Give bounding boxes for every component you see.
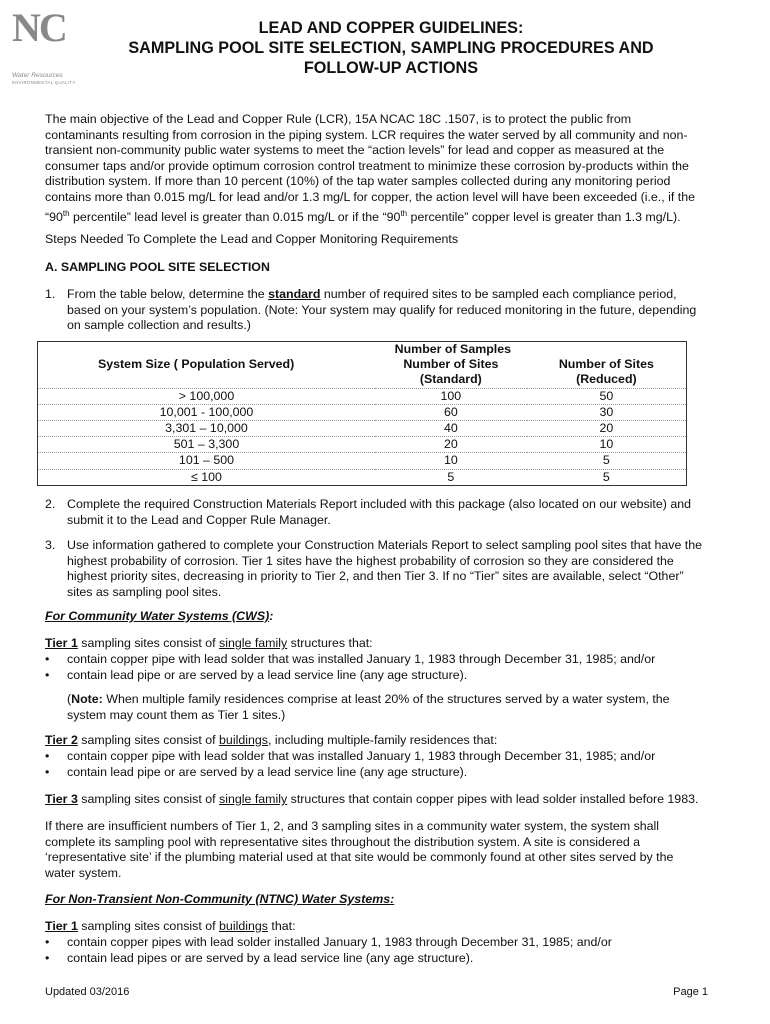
- text-line: contains more than 0.015 mg/L for lead and/or 1.3 mg/L for copper, the action level will have been exceeded (i.e., if the: [45, 189, 695, 204]
- text-line: highest priority sites, decreasing in priority to Tier 2, and then Tier 3. If no “Tier” sites are available, select “Other”: [67, 569, 684, 584]
- list-number: 3.: [45, 538, 56, 552]
- page-title: [96, 18, 686, 78]
- table-row: [38, 453, 687, 469]
- table-row: [38, 388, 687, 404]
- table-cell-reduced: 30: [527, 404, 687, 420]
- table-cell-size: 501 – 3,300: [38, 437, 375, 453]
- text-line: Use information gathered to complete your Construction Materials Report to select sampling pool sites that have the: [67, 538, 703, 552]
- section-a-heading: A. SAMPLING POOL SITE SELECTION: [45, 260, 270, 274]
- table-row: [38, 469, 687, 485]
- footer-page-number: Page 1: [673, 986, 708, 998]
- text-line: “90th percentile” lead level is greater than 0.015 mg/L or if the “90th percentile” copper level is greater than 1.3 mg/L).: [45, 208, 681, 224]
- title-line-3: FOLLOW-UP ACTIONS: [303, 59, 479, 77]
- list-number: 1.: [45, 287, 56, 301]
- bullet-icon: •: [45, 749, 50, 763]
- table-row: [38, 404, 687, 420]
- text-line: transient non-community public water systems to meet the “action levels” for lead and copper as measured at the: [45, 143, 665, 158]
- steps-heading: Steps Needed To Complete the Lead and Copper Monitoring Requirements: [45, 232, 459, 246]
- table-cell-size: 3,301 – 10,000: [38, 421, 375, 437]
- bullet-icon: •: [45, 951, 50, 965]
- table-cell-reduced: 5: [527, 453, 687, 469]
- intro-paragraph: [45, 112, 725, 225]
- table-row: [38, 421, 687, 437]
- text-line: distribution system. If more than 10 percent (10%) of the tap water samples collected during any monitoring period: [45, 174, 671, 189]
- table-cell-reduced: 10: [527, 437, 687, 453]
- text-line: based on your system’s population. (Note: Your system may qualify for reduced monitoring in the future, depending: [67, 302, 697, 317]
- text-line: highest probability of corrosion. Tier 1 sites have the highest probability of corrosion so they are considered the: [67, 553, 674, 568]
- bullet-icon: •: [45, 668, 50, 682]
- table-row: [38, 437, 687, 453]
- cws-tier1-intro: Tier 1 sampling sites consist of single family structures that:: [45, 636, 373, 650]
- bullet-icon: •: [45, 935, 50, 949]
- table-cell-standard: 60: [375, 404, 527, 420]
- table-cell-standard: 40: [375, 421, 527, 437]
- table-cell-size: > 100,000: [38, 388, 375, 404]
- list-item-2: [45, 497, 725, 529]
- table-cell-size: 10,001 - 100,000: [38, 404, 375, 420]
- footer-updated: Updated 03/2016: [45, 986, 130, 998]
- text-line: The main objective of the Lead and Copper Rule (LCR), 15A NCAC 18C .1507, is to protect the public from: [45, 112, 632, 126]
- text-line: Complete the required Construction Materials Report included with this package (also located on our website) and: [67, 497, 691, 511]
- col-header-size: System Size ( Population Served): [98, 357, 295, 372]
- col-header-standard: Number of Sites (Standard): [403, 357, 499, 387]
- text-line: contaminants resulting from corrosion in the piping system. LCR requires the water served by all community and non-: [45, 127, 688, 142]
- insufficient-paragraph: If there are insufficient numbers of Tier 1, 2, and 3 sampling sites in a community water system, the system shall complete its sampling pool with representative sites throughout the distribution system. A site is considered a ‘representative site’ if the plumbing material used at that site would be commonly found at other sites served by the water system.: [45, 819, 674, 880]
- title-line-2: SAMPLING POOL SITE SELECTION, SAMPLING PROCEDURES AND: [128, 39, 654, 57]
- cws-heading: For Community Water Systems (CWS):: [45, 609, 274, 623]
- table-cell-standard: 20: [375, 437, 527, 453]
- table-cell-reduced: 20: [527, 421, 687, 437]
- ntnc-heading: For Non-Transient Non-Community (NTNC) Water Systems:: [45, 892, 395, 906]
- text-line: consumer taps and/or provide optimum corrosion control treatment to minimize these corrosion by-products within the: [45, 158, 689, 173]
- emphasis-standard: standard: [268, 287, 321, 301]
- cws-tier2-intro: Tier 2 sampling sites consist of buildings, including multiple-family residences that:: [45, 733, 498, 747]
- bullet-icon: •: [45, 765, 50, 779]
- table-cell-standard: 5: [375, 469, 527, 485]
- text-line: sites as sampling pool sites.: [67, 584, 222, 599]
- bullet-icon: •: [45, 652, 50, 666]
- table-cell-size: ≤ 100: [38, 469, 375, 485]
- text-line: on sample collection and results.): [67, 318, 251, 333]
- list-item-3: [45, 538, 725, 601]
- ntnc-tier1-intro: Tier 1 sampling sites consist of buildings that:: [45, 919, 296, 933]
- cws-note: (Note: When multiple family residences comprise at least 20% of the structures served by a water system, the system may count them as Tier 1 sites.): [67, 692, 670, 722]
- table-cell-reduced: 5: [527, 469, 687, 485]
- table-header-top: Number of Samples: [394, 342, 512, 356]
- logo-subtitle-2: ENVIRONMENTAL QUALITY: [12, 80, 76, 85]
- samples-table: [37, 341, 687, 486]
- nc-logo: [12, 5, 84, 90]
- list-item-1: [45, 287, 725, 334]
- text-line: From the table below, determine the standard number of required sites to be sampled each compliance period,: [67, 287, 677, 301]
- cws-tier3-intro: Tier 3 sampling sites consist of single family structures that contain copper pipes with lead solder installed before 1983.: [45, 792, 699, 806]
- table-cell-size: 101 – 500: [38, 453, 375, 469]
- table-cell-reduced: 50: [527, 388, 687, 404]
- title-line-1: LEAD AND COPPER GUIDELINES:: [258, 19, 524, 37]
- logo-subtitle: Water Resources: [12, 72, 63, 79]
- list-number: 2.: [45, 497, 56, 511]
- logo-letters: NC: [12, 5, 66, 50]
- table-cell-standard: 100: [375, 388, 527, 404]
- col-header-reduced: Number of Sites (Reduced): [558, 357, 654, 387]
- text-line: submit it to the Lead and Copper Rule Manager.: [67, 512, 331, 527]
- table-cell-standard: 10: [375, 453, 527, 469]
